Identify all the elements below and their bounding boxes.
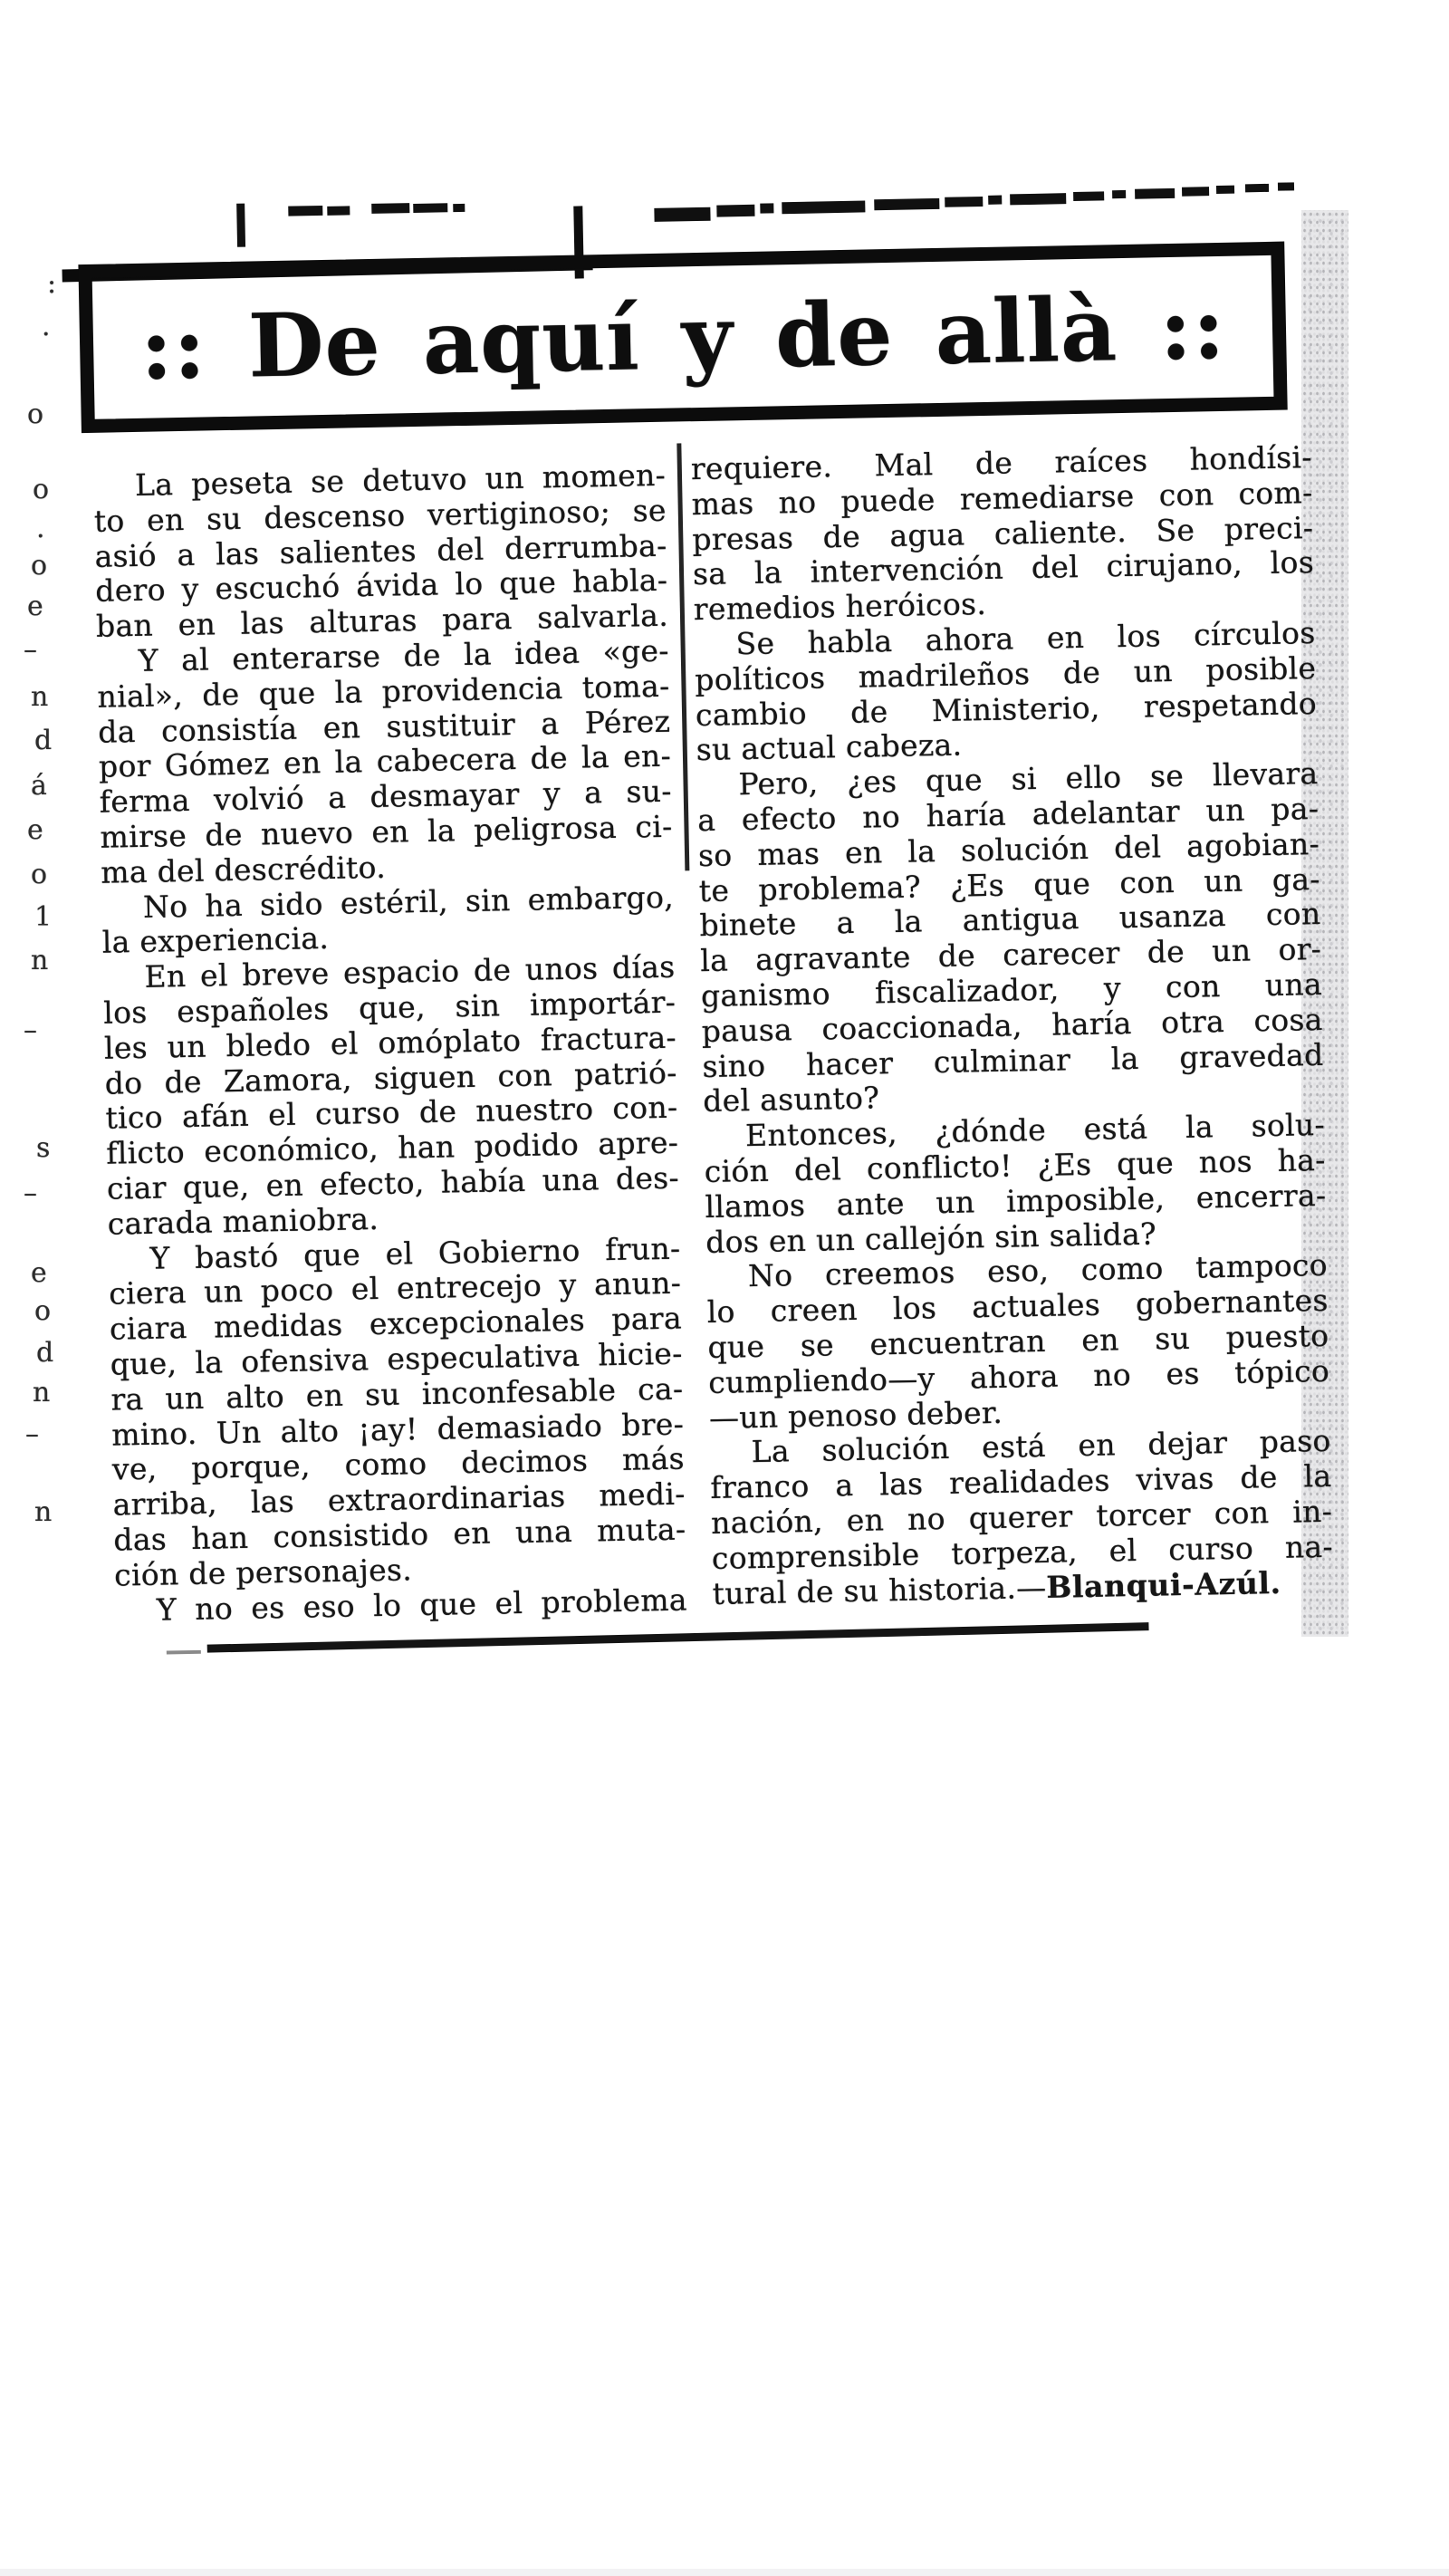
cutoff-glyph: o bbox=[27, 399, 44, 430]
text-line: ban en las alturas para salvarla. bbox=[95, 597, 669, 645]
ink-fragment bbox=[1182, 187, 1209, 197]
text-line: les un bledo el omóplato fractura- bbox=[103, 1019, 677, 1066]
cutoff-glyph: · bbox=[42, 319, 51, 351]
text-line: mirse de nuevo en la peligrosa ci- bbox=[100, 808, 673, 855]
text-line: ción de personajes. bbox=[113, 1552, 413, 1593]
text-line: so mas en la solución del agobian- bbox=[697, 825, 1320, 873]
ink-fragment bbox=[413, 203, 447, 213]
cutoff-glyph: d bbox=[34, 725, 53, 756]
ink-fragment bbox=[371, 203, 409, 214]
ink-fragment bbox=[654, 207, 710, 222]
headline-box bbox=[78, 242, 1287, 434]
text-line: ve, porque, como decimos más bbox=[111, 1440, 686, 1487]
text-line: ganismo fiscalizador, y con una bbox=[700, 966, 1323, 1014]
text-line: ra un alto en su inconfesable ca- bbox=[110, 1370, 684, 1418]
ink-fragment bbox=[236, 204, 245, 247]
cutoff-glyph: o bbox=[34, 1295, 52, 1327]
ink-fragment bbox=[1245, 184, 1269, 192]
text-line: cambio de Ministerio, respetando bbox=[695, 685, 1318, 733]
ink-fragment bbox=[988, 196, 1002, 205]
text-line: Y bastó que el Gobierno frun- bbox=[149, 1230, 681, 1276]
cutoff-glyph: : bbox=[47, 268, 57, 300]
ink-fragment bbox=[288, 206, 322, 216]
author-signature: Blanqui-Azúl. bbox=[1046, 1564, 1282, 1605]
text-line: por Gómez en la cabecera de la en- bbox=[98, 738, 672, 785]
cutoff-glyph: o bbox=[31, 550, 48, 582]
text-line: dos en un callejón sin salida? bbox=[705, 1216, 1157, 1260]
text-line: la agravante de carecer de un or- bbox=[699, 931, 1322, 979]
text-line: das han consistido en una muta- bbox=[113, 1511, 686, 1558]
text-line: do de Zamora, siguen con patrió- bbox=[104, 1054, 678, 1101]
text-line: te problema? ¿Es que con un ga- bbox=[698, 860, 1321, 908]
text-line: Y no es eso lo que el problema bbox=[156, 1581, 688, 1628]
cutoff-glyph: – bbox=[24, 1014, 37, 1046]
text-line: La solución está en dejar paso bbox=[751, 1423, 1331, 1470]
cutoff-glyph: n bbox=[33, 1377, 51, 1408]
article-bottom-rule bbox=[207, 1622, 1149, 1652]
text-line: del asunto? bbox=[702, 1080, 880, 1120]
text-line: carada maniobra. bbox=[107, 1200, 379, 1242]
text-line: los españoles que, sin importár- bbox=[102, 984, 677, 1031]
ink-fragment bbox=[945, 197, 983, 207]
ink-fragment bbox=[1010, 193, 1066, 205]
text-line: cumpliendo—y ahora no es tópico bbox=[707, 1352, 1330, 1400]
ink-fragment bbox=[1073, 191, 1104, 201]
text-line: nial», de que la providencia toma- bbox=[97, 668, 670, 715]
cutoff-glyph: d bbox=[36, 1337, 54, 1369]
text-line: llamos ante un imposible, encerra- bbox=[705, 1177, 1327, 1225]
left-column bbox=[93, 458, 687, 1629]
cutoff-glyph: e bbox=[31, 1257, 47, 1289]
text-line: dero y escuchó ávida lo que habla- bbox=[94, 562, 668, 610]
ink-fragment bbox=[1112, 190, 1126, 198]
ink-fragment bbox=[453, 204, 465, 212]
text-line: ciar que, en efecto, había una des- bbox=[106, 1159, 680, 1206]
ink-fragment bbox=[1135, 188, 1175, 199]
torn-header-fragments bbox=[0, 0, 1432, 2]
cutoff-glyph: á bbox=[31, 770, 47, 802]
ink-fragment bbox=[327, 206, 350, 215]
bottom-rule-fragment bbox=[167, 1650, 201, 1655]
text-line: Y al enterarse de la idea «ge- bbox=[138, 632, 670, 678]
text-line: mas no puede remediarse con com- bbox=[691, 474, 1313, 522]
ink-fragment bbox=[1278, 182, 1294, 190]
text-line: nación, en no querer torcer con in- bbox=[710, 1493, 1333, 1541]
text-line: su actual cabeza. bbox=[696, 726, 963, 768]
text-line: tico afán el curso de nuestro con- bbox=[105, 1089, 678, 1137]
text-line: comprensible torpeza, el curso na- bbox=[711, 1528, 1334, 1576]
text-line: En el breve espacio de unos días bbox=[144, 948, 676, 995]
text-line: ferma volvió a desmayar y a su- bbox=[99, 773, 673, 820]
text-line: Entonces, ¿dónde está la solu- bbox=[744, 1107, 1326, 1154]
text-line: que se encuentran en su puesto bbox=[707, 1317, 1329, 1365]
text-line: la experiencia. bbox=[101, 920, 330, 961]
text-line: mino. Un alto ¡ay! demasiado bre- bbox=[110, 1406, 685, 1453]
cutoff-glyph: s bbox=[36, 1132, 51, 1164]
text-line: lo creen los actuales gobernantes bbox=[706, 1282, 1329, 1331]
text-line: No ha sido estéril, sin embargo, bbox=[142, 879, 675, 925]
cutoff-glyph: n bbox=[34, 1496, 53, 1528]
text-line: da consistía en sustituir a Pérez bbox=[97, 703, 671, 750]
cutoff-glyph: n bbox=[31, 681, 49, 713]
text-line: ma del descrédito. bbox=[100, 849, 387, 890]
cutoff-glyph: – bbox=[25, 1418, 39, 1450]
text-line: remedios heróicos. bbox=[693, 586, 987, 628]
cutoff-glyph: e bbox=[27, 591, 43, 622]
ink-fragment bbox=[760, 203, 773, 213]
cutoff-glyph: – bbox=[24, 634, 37, 666]
text-line: franco a las realidades vivas de la bbox=[710, 1457, 1332, 1506]
scan-bottom-edge bbox=[0, 2569, 1449, 2576]
ink-fragment bbox=[716, 205, 754, 217]
right-column bbox=[691, 440, 1334, 1611]
cutoff-glyph: . bbox=[36, 513, 45, 544]
ink-fragment bbox=[874, 198, 939, 210]
text-line: tural de su historia.—Blanqui-Azúl. bbox=[712, 1564, 1282, 1611]
text-line: ciera un poco el entrecejo y anun- bbox=[108, 1264, 682, 1312]
article-title: :: De aquí y de allà :: bbox=[139, 275, 1227, 399]
ink-fragment bbox=[1216, 186, 1234, 194]
text-line: —un penoso deber. bbox=[708, 1394, 1003, 1436]
text-line: No creemos eso, como tampoco bbox=[747, 1247, 1329, 1294]
cutoff-glyph: e bbox=[27, 814, 43, 846]
text-line: binete a la antigua usanza con bbox=[699, 896, 1321, 944]
text-line: sino hacer culminar la gravedad bbox=[702, 1036, 1324, 1084]
cutoff-glyph: o bbox=[33, 474, 50, 505]
text-line: requiere. Mal de raíces hondísi- bbox=[690, 439, 1313, 487]
text-line: que, la ofensiva especulativa hicie- bbox=[110, 1335, 683, 1382]
text-line: flicto económico, han podido apre- bbox=[105, 1124, 679, 1171]
text-line: asió a las salientes del derrumba- bbox=[94, 527, 667, 574]
cutoff-glyph: n bbox=[31, 945, 49, 976]
text-line: a efecto no haría adelantar un pa- bbox=[696, 790, 1319, 839]
text-line: ción del conflicto! ¿Es que nos ha- bbox=[704, 1141, 1327, 1189]
column-divider-rule bbox=[677, 443, 689, 870]
text-line: Se habla ahora en los círculos bbox=[735, 614, 1316, 662]
cutoff-glyph: o bbox=[31, 859, 48, 890]
cutoff-glyph: – bbox=[24, 1177, 37, 1209]
cutoff-glyph: 1 bbox=[34, 901, 53, 933]
text-line: La peseta se detuvo un momen- bbox=[134, 457, 667, 503]
text-line: pausa coaccionada, haría otra cosa bbox=[701, 1001, 1324, 1049]
text-line: ciara medidas excepcionales para bbox=[109, 1300, 683, 1347]
text-line: arriba, las extraordinarias medi- bbox=[112, 1475, 686, 1523]
text-line: sa la intervención del cirujano, los bbox=[692, 544, 1315, 592]
text-line: presas de agua caliente. Se preci- bbox=[691, 509, 1314, 557]
text-line: Pero, ¿es que si ello se llevara bbox=[738, 755, 1319, 803]
text-line: políticos madrileños de un posible bbox=[694, 649, 1317, 697]
ink-fragment bbox=[782, 200, 865, 214]
text-line: to en su descenso vertiginoso; se bbox=[93, 492, 667, 539]
